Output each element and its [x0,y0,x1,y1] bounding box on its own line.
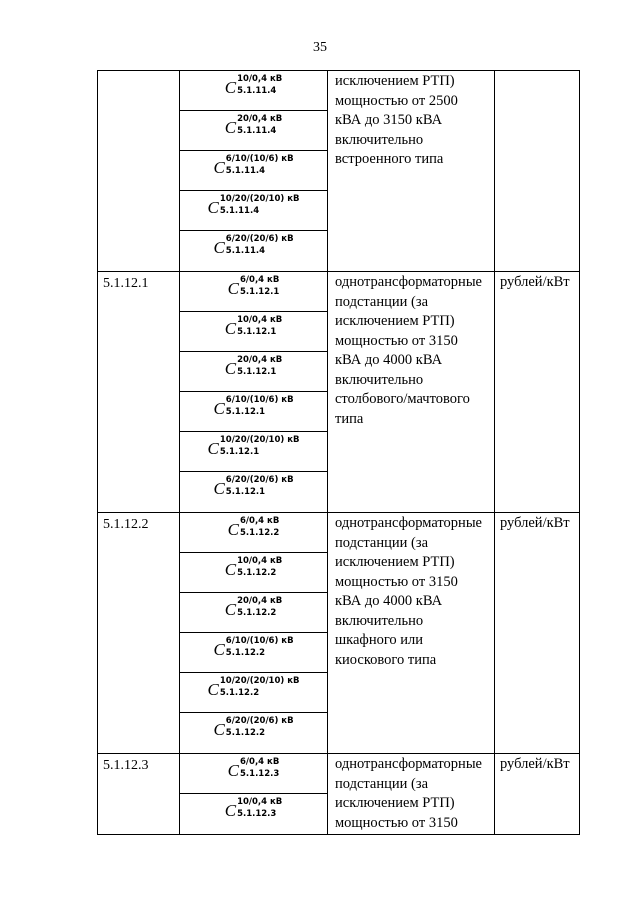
formula-subscript: 5.1.11.4 [225,166,266,176]
unit-cell [495,71,580,272]
rate-formula [180,472,327,512]
formula-scripts [220,435,300,458]
formula-expression [213,395,293,418]
formula-symbol: C [213,158,225,177]
formula-superscript: 10/20/(20/10) кВ [219,435,300,445]
rate-formula [180,231,327,271]
description-cell [328,754,495,835]
formula-symbol: C [224,801,237,820]
formula-subscript: 5.1.11.4 [237,86,277,96]
formula-expression [225,114,283,137]
rate-formula [180,272,327,312]
formula-scripts [226,154,294,177]
formula-superscript: 6/10/(10/6) кВ [225,154,294,164]
formula-symbol: C [224,560,237,579]
formula-subscript: 5.1.12.1 [237,327,277,337]
formula-superscript: 10/0,4 кВ [237,797,283,807]
formula-scripts [226,475,294,498]
formula-subscript: 5.1.12.1 [225,407,266,417]
item-code: 5.1.12.1 [103,276,149,291]
rate-formula [180,593,327,633]
item-description: однотрансформаторные подстанции (за исключением РТП) мощностью от 3150 [335,756,482,831]
rate-formula [180,352,327,392]
item-code: 5.1.12.3 [103,758,149,773]
formula-superscript: 6/10/(10/6) кВ [225,395,294,405]
formula-expression [228,275,280,298]
formula-expression [225,596,283,619]
formula-expression [208,435,300,458]
formula-cell [180,272,328,513]
formula-scripts [220,676,300,699]
formula-superscript: 10/0,4 кВ [237,556,283,566]
formula-subscript: 5.1.11.4 [237,126,277,136]
formula-scripts [237,797,282,820]
item-unit: рублей/кВт [500,515,570,531]
item-description: однотрансформаторные подстанции (за исключением РТП) мощностью от 3150 кВА до 4000 кВА включительно столбового/мачтового типа [335,274,482,427]
formula-expression [208,676,300,699]
item-code-cell [98,754,180,835]
formula-cell [180,513,328,754]
item-unit: рублей/кВт [500,756,570,772]
formula-list [180,754,327,834]
rate-formula [180,392,327,432]
formula-subscript: 5.1.12.1 [240,287,280,297]
formula-subscript: 5.1.12.3 [237,809,277,819]
formula-superscript: 10/0,4 кВ [237,74,283,84]
formula-symbol: C [224,359,237,378]
unit-cell [495,513,580,754]
formula-subscript: 5.1.12.3 [240,769,280,779]
rate-formula [180,754,327,794]
formula-list [180,71,327,271]
table-row [98,71,580,272]
formula-subscript: 5.1.12.2 [219,688,260,698]
formula-expression [213,234,293,257]
formula-list [180,513,327,753]
rate-formula [180,151,327,191]
rate-formula [180,432,327,472]
formula-scripts [240,275,279,298]
item-code-cell [98,513,180,754]
formula-symbol: C [207,680,219,699]
formula-scripts [237,355,282,378]
formula-superscript: 20/0,4 кВ [237,114,283,124]
formula-superscript: 10/20/(20/10) кВ [219,676,300,686]
rate-formula [180,713,327,753]
formula-scripts [237,315,282,338]
formula-subscript: 5.1.12.1 [237,367,277,377]
table-row [98,513,580,754]
formula-superscript: 20/0,4 кВ [237,596,283,606]
formula-symbol: C [213,720,225,739]
formula-cell [180,754,328,835]
formula-symbol: C [224,600,237,619]
formula-scripts [240,516,279,539]
description-cell [328,272,495,513]
rate-formula [180,513,327,553]
formula-symbol: C [207,198,219,217]
formula-scripts [226,636,294,659]
formula-scripts [237,556,282,579]
formula-scripts [237,596,282,619]
formula-superscript: 6/10/(10/6) кВ [225,636,294,646]
formula-scripts [226,716,294,739]
formula-superscript: 10/20/(20/10) кВ [219,194,300,204]
formula-subscript: 5.1.11.4 [219,206,260,216]
formula-expression [208,194,300,217]
formula-superscript: 20/0,4 кВ [237,355,283,365]
page-number: 35 [313,40,327,55]
rate-formula [180,191,327,231]
item-code-cell [98,71,180,272]
rate-formula [180,111,327,151]
formula-expression [213,154,293,177]
formula-scripts [226,234,294,257]
formula-subscript: 5.1.12.2 [225,728,266,738]
formula-scripts [237,74,282,97]
rates-table [97,70,580,835]
formula-subscript: 5.1.12.1 [219,447,260,457]
rate-formula [180,673,327,713]
formula-subscript: 5.1.12.1 [225,487,266,497]
formula-expression [225,74,283,97]
formula-symbol: C [224,319,237,338]
formula-subscript: 5.1.12.2 [240,528,280,538]
formula-superscript: 6/20/(20/6) кВ [225,716,294,726]
rate-formula [180,633,327,673]
rate-formula [180,553,327,593]
unit-cell [495,272,580,513]
formula-superscript: 10/0,4 кВ [237,315,283,325]
formula-expression [225,355,283,378]
item-description: однотрансформаторные подстанции (за исключением РТП) мощностью от 3150 кВА до 4000 кВА включительно шкафного или киоскового типа [335,515,482,668]
formula-symbol: C [213,640,225,659]
formula-list [180,272,327,512]
formula-symbol: C [224,118,237,137]
formula-superscript: 6/20/(20/6) кВ [225,234,294,244]
formula-expression [225,315,283,338]
rates-table-body [98,71,580,835]
item-code: 5.1.12.2 [103,517,149,532]
formula-expression [228,757,280,780]
formula-scripts [220,194,300,217]
rate-formula [180,312,327,352]
formula-superscript: 6/20/(20/6) кВ [225,475,294,485]
formula-subscript: 5.1.12.2 [237,608,277,618]
formula-symbol: C [227,279,240,298]
formula-expression [213,716,293,739]
formula-expression [213,475,293,498]
formula-superscript: 6/0,4 кВ [240,757,280,767]
formula-symbol: C [227,761,240,780]
formula-scripts [226,395,294,418]
formula-superscript: 6/0,4 кВ [240,516,280,526]
formula-expression [225,797,283,820]
item-unit: рублей/кВт [500,274,570,290]
formula-expression [225,556,283,579]
formula-scripts [237,114,282,137]
formula-symbol: C [213,238,225,257]
formula-symbol: C [213,399,225,418]
formula-expression [228,516,280,539]
formula-symbol: C [227,520,240,539]
table-row [98,272,580,513]
unit-cell [495,754,580,835]
formula-superscript: 6/0,4 кВ [240,275,280,285]
description-cell [328,71,495,272]
item-code-cell [98,272,180,513]
formula-symbol: C [213,479,225,498]
formula-symbol: C [224,78,237,97]
item-description: исключением РТП) мощностью от 2500 кВА до 3150 кВА включительно встроенного типа [335,73,458,167]
formula-subscript: 5.1.12.2 [237,568,277,578]
formula-expression [213,636,293,659]
rate-formula [180,71,327,111]
description-cell [328,513,495,754]
formula-subscript: 5.1.12.2 [225,648,266,658]
formula-symbol: C [207,439,219,458]
table-row [98,754,580,835]
rate-formula [180,794,327,834]
formula-cell [180,71,328,272]
formula-subscript: 5.1.11.4 [225,246,266,256]
formula-scripts [240,757,279,780]
